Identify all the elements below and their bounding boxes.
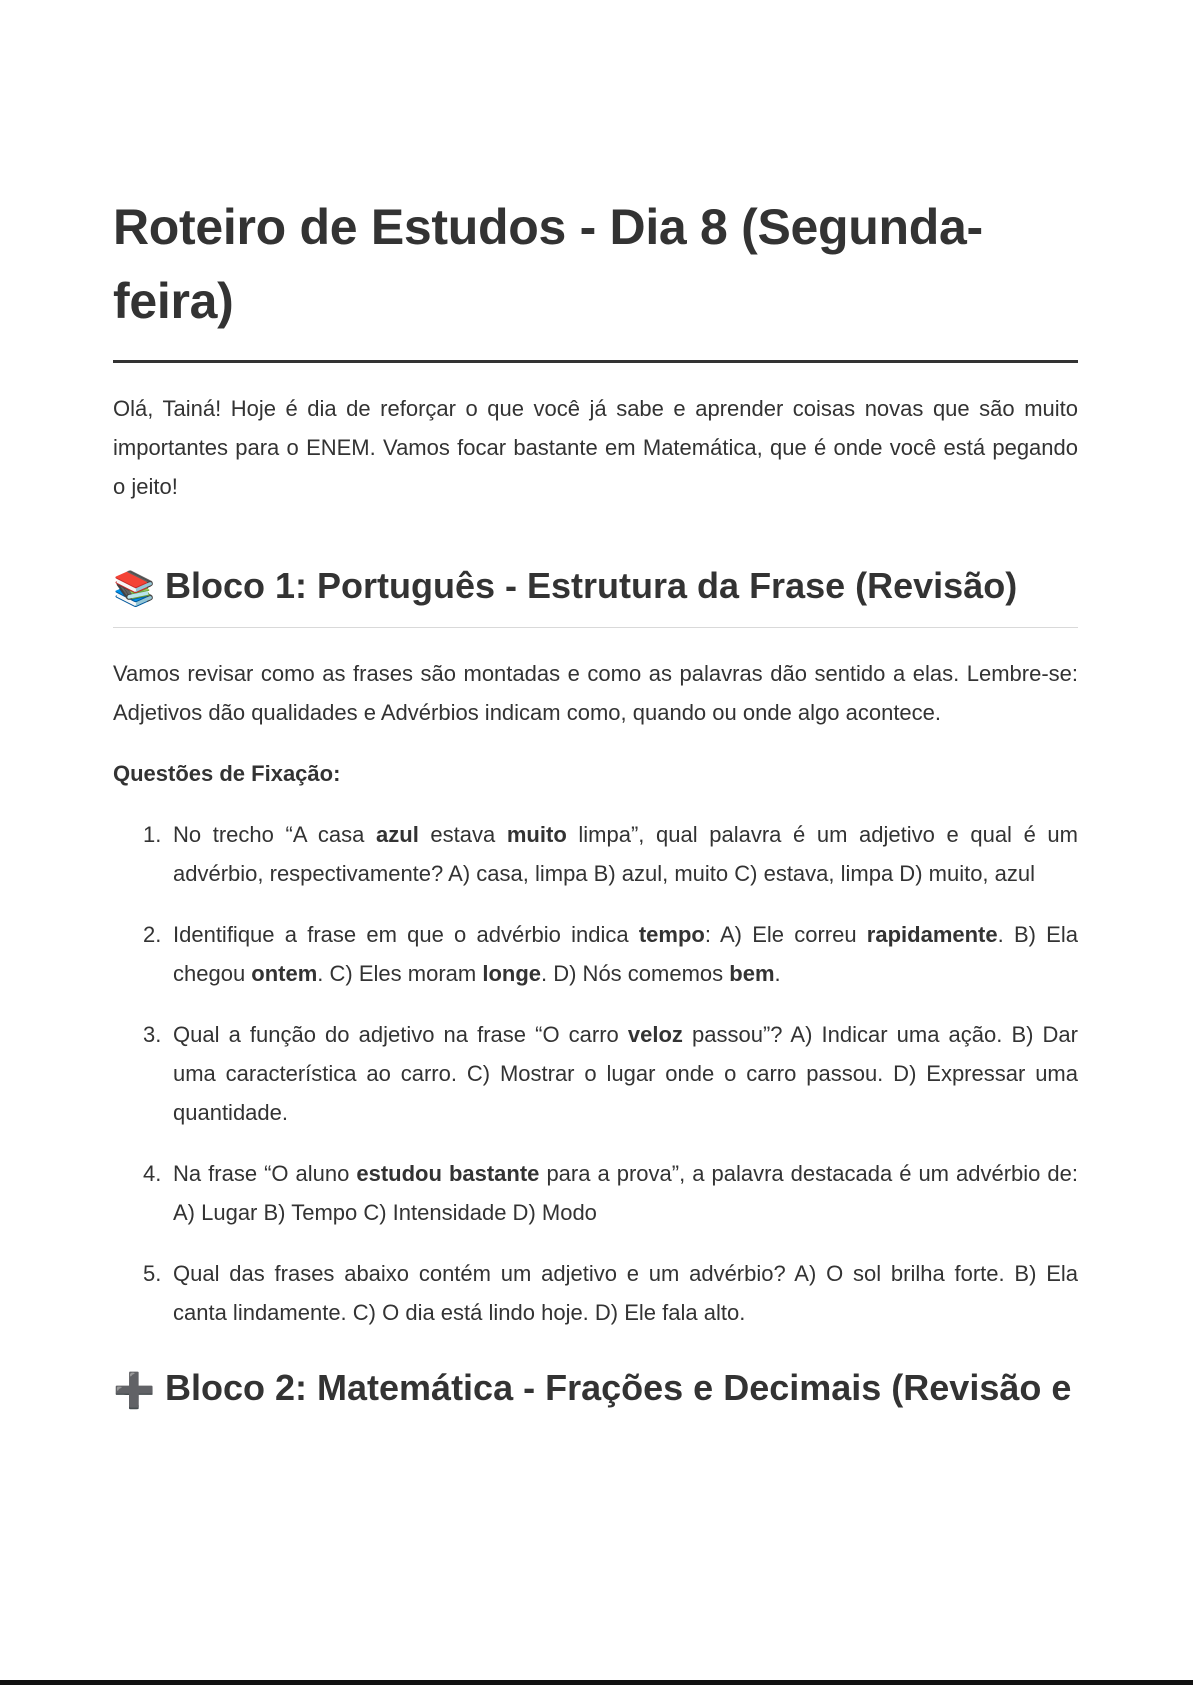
question-text: Identifique a frase em que o advérbio indica (173, 922, 639, 947)
question-emphasis: tempo (638, 922, 705, 947)
page-title: Roteiro de Estudos - Dia 8 (Segunda-feira) (113, 199, 983, 329)
question-text: : A) Ele correu (704, 922, 867, 947)
question-emphasis: rapidamente (866, 922, 998, 947)
section-heading-block2-text: Bloco 2: Matemática - Frações e Decimais (Revisão e (165, 1367, 1072, 1408)
question-text: estava (418, 822, 507, 847)
document-page (113, 190, 1078, 1415)
block1-paragraph: Vamos revisar como as frases são montadas e como as palavras dão sentido a elas. Lembre-se: Adjetivos dão qualidades e Advérbios indicam como, quando ou onde algo acontece. (113, 661, 1078, 725)
question-text: Na frase “O aluno (173, 1161, 357, 1186)
question-text: . D) Nós comemos (541, 961, 730, 986)
question-text: limpa”, qual palavra é um adjetivo e qual é um advérbio, respectivamente? A) casa, limpa B) azul, muito C) estava, limpa D) muito, azul (173, 822, 1078, 886)
section-heading-block1 (113, 562, 1078, 613)
question-item (113, 1154, 1078, 1232)
title-divider (113, 360, 1078, 363)
question-text: passou”? A) Indicar uma ação. B) Dar uma característica ao carro. C) Mostrar o lugar onde o carro passou. D) Expressar uma quantidade. (173, 1022, 1078, 1125)
intro-paragraph: Olá, Tainá! Hoje é dia de reforçar o que você já sabe e aprender coisas novas que são muito importantes para o ENEM. Vamos focar bastante em Matemática, que é onde você está pegando o jeito! (113, 396, 1078, 499)
question-number: 1. (143, 822, 162, 847)
question-text: . B) Ela chegou (173, 922, 1078, 986)
plus-icon: ➕ (113, 1372, 156, 1410)
question-emphasis: veloz (627, 1022, 683, 1047)
question-item (113, 1254, 1078, 1332)
question-item (113, 915, 1078, 993)
question-text: No trecho “A casa (173, 822, 377, 847)
section-heading-block2 (113, 1364, 1078, 1415)
question-text: para a prova”, a palavra destacada é um advérbio de: A) Lugar B) Tempo C) Intensidade D) Modo (173, 1161, 1079, 1225)
question-number: 3. (143, 1022, 162, 1047)
books-icon: 📚 (113, 570, 156, 608)
question-emphasis: estudou bastante (356, 1161, 540, 1186)
question-text: . C) Eles moram (317, 961, 483, 986)
questions-subheading: Questões de Fixação: (113, 761, 341, 786)
question-item (113, 815, 1078, 893)
question-number: 4. (143, 1161, 162, 1186)
question-text: . (774, 961, 781, 986)
section-heading-block1-text: Bloco 1: Português - Estrutura da Frase (Revisão) (165, 565, 1018, 606)
question-item (113, 1015, 1078, 1132)
question-number: 5. (143, 1261, 162, 1286)
question-emphasis: longe (482, 961, 541, 986)
questions-list (113, 815, 1078, 1332)
section-divider (113, 627, 1078, 628)
question-emphasis: ontem (251, 961, 318, 986)
question-number: 2. (143, 922, 162, 947)
question-emphasis: muito (506, 822, 567, 847)
question-text: Qual das frases abaixo contém um adjetivo e um advérbio? A) O sol brilha forte. B) Ela canta lindamente. C) O dia está lindo hoje. D) Ele fala alto. (173, 1261, 1078, 1325)
question-text: Qual a função do adjetivo na frase “O carro (173, 1022, 628, 1047)
page-bottom-edge (0, 1680, 1193, 1685)
question-emphasis: azul (376, 822, 419, 847)
question-emphasis: bem (729, 961, 775, 986)
